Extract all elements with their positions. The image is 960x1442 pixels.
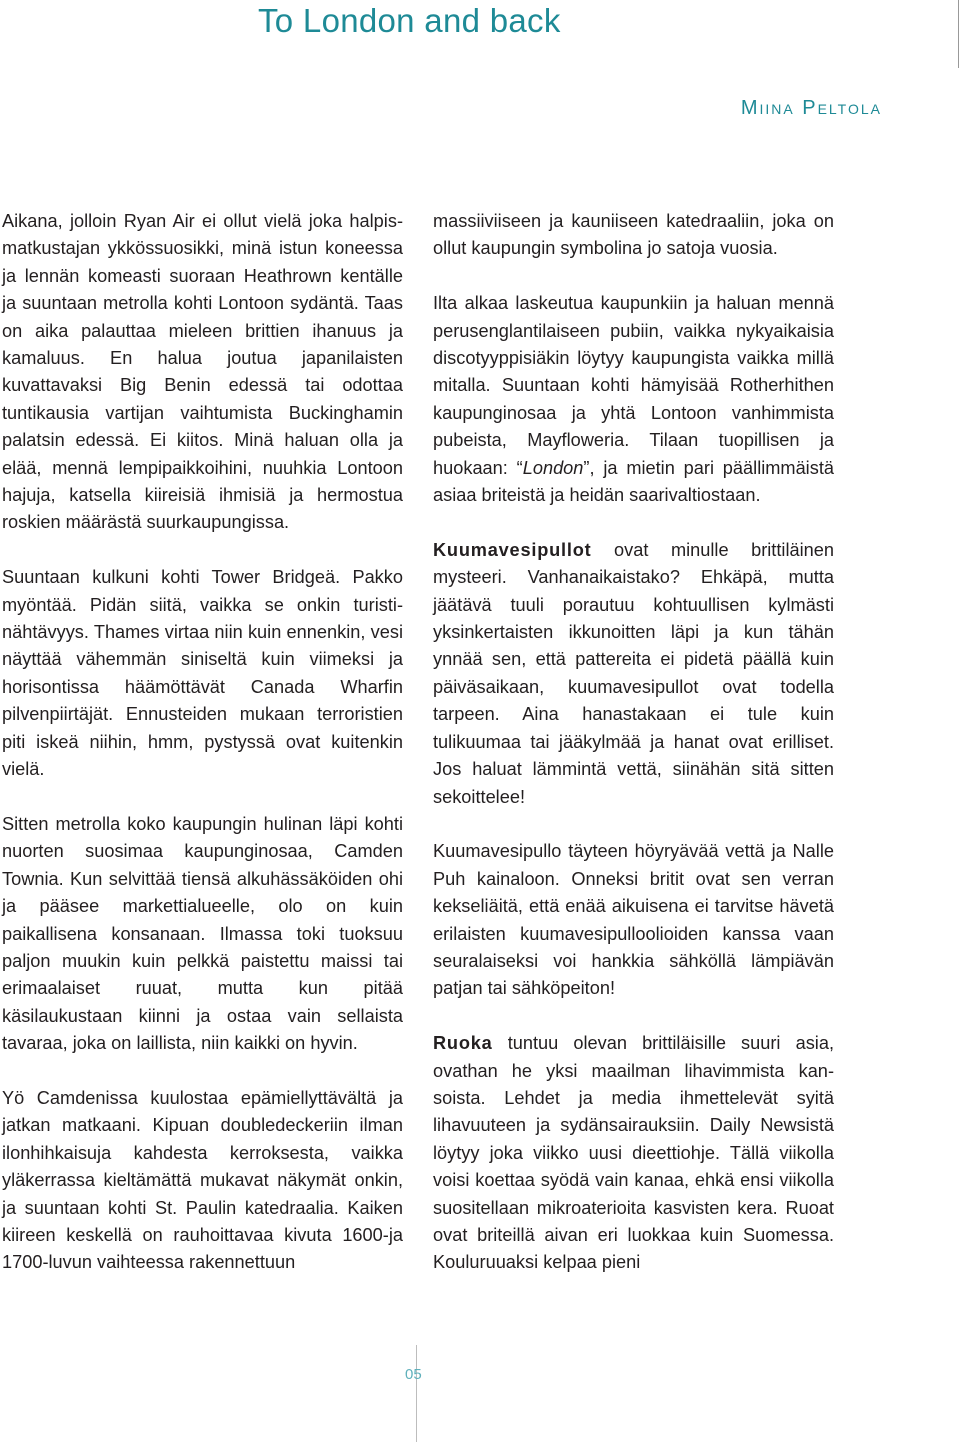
- author-name: Miina Peltola: [740, 97, 882, 119]
- paragraph: Sitten metrolla koko kaupungin hulinan läpi kohti nuorten suosimaa kaupunginosaa, Camden Townia. Kun selvittää tiensä alkuhässäköiden ohi ja pääsee markettialueelle, olo on kuin paikallisena konsanaan. Ilmassa toki tuoksuu paljon muukin kuin pelkkä paistettu maissi tai erimaalaiset ruuat, mutta kun pitää käsilaukustaan kiinni ja ostaa vain sellaista tavaraa, joka on laillista, niin kaikki on hyvin.: [2, 813, 403, 1054]
- section-keyword: Ruoka: [433, 1033, 493, 1054]
- paragraph: [433, 537, 834, 811]
- paragraph: [433, 290, 834, 509]
- page-number: 05: [405, 1366, 422, 1383]
- section-keyword: Kuumavesipullot: [433, 539, 592, 560]
- left-column: [2, 208, 403, 1277]
- paragraph: Suuntaan kulkuni kohti Tower Bridgeä. Pakko myöntää. Pidän siitä, vaikka se onkin turistinähtävyys. Thames virtaa niin kuin ennenkin, vesi näyttää vähemmän siniseltä kuin viimeksi ja horisontissa häämöttävät Canada Wharfin pilvenpiirtäjät. Ennusteiden mukaan terroristien piti iskeä niihin, hmm, pystyssä ovat kuitenkin vielä.: [2, 567, 403, 780]
- paragraph: massiiviiseen ja kauniiseen katedraaliin, joka on ollut kaupungin symbolina jo satoja vuosia.: [433, 211, 834, 259]
- paragraph-text: ovat minulle brittiläinen mysteeri. Vanhanaikaistako? Ehkäpä, mutta jäätävä tuuli porautuu kohtuullisen kylmästi yksinkertaisten ikkunoitten läpi ja kun tähän ynnää sen, että pattereita ei pidetä päällä kuin päiväsaikaan, kuumavesipullot ovat todella tarpeen. Aina hanastakaan ei tule kuin tulikuumaa tai jääkylmää ja hanat ovat erilliset. Jos haluat lämmintä vettä, siinähän sitä sitten sekoittelee!: [433, 539, 834, 807]
- header-rule: [958, 0, 959, 68]
- paragraph: Aikana, jolloin Ryan Air ei ollut vielä joka halpismatkustajan ykkössuosikki, minä istun koneessa ja lennän komeasti suoraan Heathrown kentälle ja suuntaan metrolla kohti Lontoon sydäntä. Taas on aika palauttaa mieleen brittien ihanuus ja kamaluus. En halua joutua japanilaisten kuvattavaksi Big Benin edessä tai odottaa tuntikausia vartijan vaihtumista Buckinghamin palatsin edessä. Ei kiitos. Minä haluan olla ja elää, mennä lempipaikkoihini, nuuhkia Lontoon hajuja, katsella kiireisiä ihmisiä ja hermostua roskien määrästä suurkaupungissa.: [2, 211, 403, 533]
- paragraph-text: ”, ja mietin pari päällimmäistä asiaa briteistä ja heidän saarivaltiostaan.: [433, 457, 834, 506]
- right-column: [433, 208, 834, 1277]
- footer-rule: [416, 1345, 417, 1442]
- paragraph: Yö Camdenissa kuulostaa epämiellyttävältä ja jatkan matkaani. Kipuan doubledeckeriin ilman ilonhihkaisuja kahdesta kerroksesta, vaikka yläkerrassa kieltämättä mukavat näkymät onkin, ja suuntaan kohti St. Paulin katedraalia. Kaiken kiireen keskellä on rauhoittavaa kivuta 1600-ja 1700-luvun vaihteessa rakennettuun: [2, 1087, 403, 1273]
- page-title: To London and back: [258, 2, 561, 39]
- paragraph: [433, 1030, 834, 1277]
- paragraph: Kuumavesipullo täyteen höyryävää vettä ja Nalle Puh kainaloon. Onneksi britit ovat sen verran kekseliäitä, että enää aikuisena ei tarvitse hävetä erilaisten kuumavesipulloolioiden kanssa vaan seuralaiseksi voi hankkia sähköllä lämpiävän patjan tai sähköpeiton!: [433, 841, 834, 999]
- italic-word: London: [522, 457, 584, 478]
- paragraph-text: Ilta alkaa laskeutua kaupunkiin ja haluan mennä perusenglantilaiseen pubiin, vaikka nykyaikaisia discotyyppisiäkin löytyy kaupungista vaikka millä mitalla. Suuntaan kohti hämyisää Rotherhithen kaupunginosaa ja yhtä Lontoon vanhimmista pubeista, Mayfloweria. Tilaan tuopillisen ja huokaan: “: [433, 293, 834, 478]
- paragraph-text: tuntuu olevan brittiläisille suuri asia, ovathan he yksi maailman lihavimmista kansoista. Lehdet ja media ihmettelevät syitä lihavuuteen ja sydänsairauksiin. Daily Newsistä löytyy joka viikko uusi dieettiohje. Tällä viikolla voisi koettaa syödä vain kanaa, ehkä ensi viikolla suositellaan mikroaterioita kasvisten kera. Ruoat ovat briteillä aivan eri luokkaa kuin Suomessa. Kouluruuaksi kelpaa pieni: [433, 1033, 834, 1273]
